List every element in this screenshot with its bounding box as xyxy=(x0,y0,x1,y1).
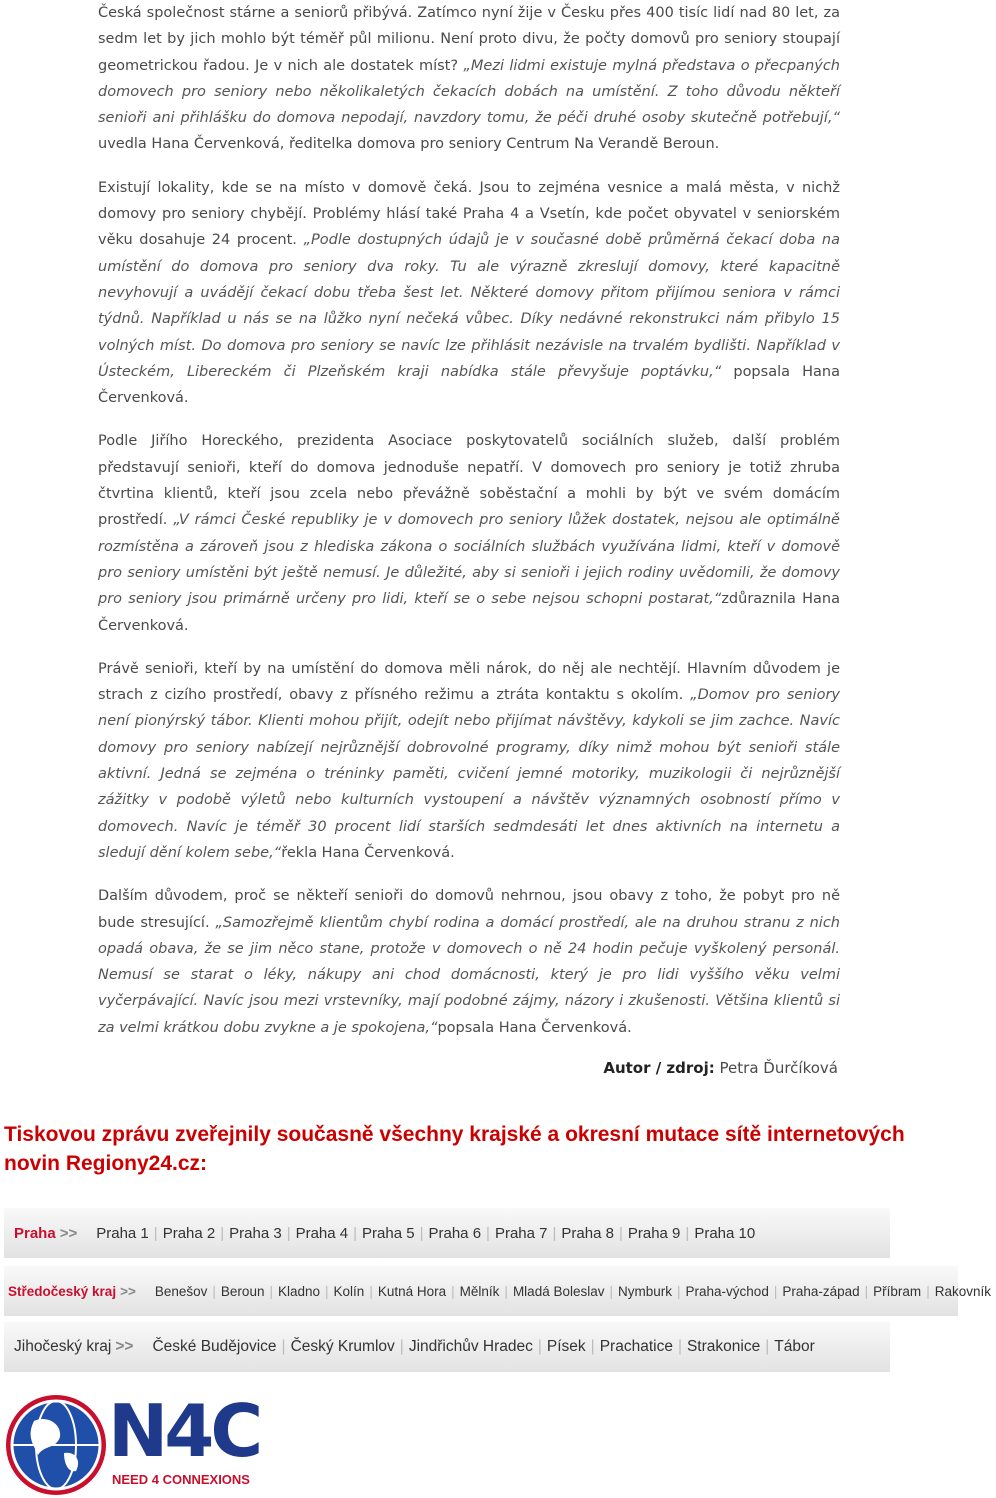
city-link[interactable]: Praha 10 xyxy=(694,1224,756,1242)
quote: „Mezi lidmi existuje mylná představa o přecpaných domovech pro seniory nebo několikaletých čekacích dobách na umístění. Z toho důvodu někteří senioři ani přihlášku do domova nepodají, navzdory tomu, že péči druhé osoby skutečně potřebují,“ xyxy=(98,57,840,127)
author-line xyxy=(603,1059,838,1077)
city-link[interactable]: Benešov xyxy=(154,1283,208,1299)
city-link[interactable]: Kladno xyxy=(277,1283,321,1299)
region-link-stredocesky[interactable]: Středočeský kraj xyxy=(8,1283,117,1299)
city-link[interactable]: Tábor xyxy=(774,1338,815,1355)
quote: „Domov pro seniory není pionýrský tábor. Klienti mohou přijít, odejít nebo přijímat návštěvy, kdykoli se jim zachce. Navíc domovy pro seniory nabízejí nejrůznější dobrovolné programy, díky nimž mohou být senioři stále aktivní. Jedná se zejména o tréninky paměti, cvičení jemné motoriky, muzikologii či nejrůznější zážitky v podobě výletů nebo kulturních vystoupení a návštěv významných osobností přímo v domovech. Navíc je téměř 30 procent lidí starších sedmdesáti let dnes aktivních na internetu a sledují dění kolem sebe,“ xyxy=(98,687,840,861)
city-link[interactable]: Prachatice xyxy=(599,1338,673,1355)
quote: „Samozřejmě klientům chybí rodina a domácí prostředí, ale na druhou stranu z nich opadá obava, že se jim něco stane, protože v domovech o ně 24 hodin pečuje vyškolený personál. Nemusí se starat o léky, nákupy ani chod domácnosti, který je pro lidi vyššího věku velmi vyčerpávající. Navíc jsou mezi vrstevníky, mají podobné zájmy, názory i zkušenosti. Většina klientů si za velmi krátkou dobu zvykne a je spokojena,“ xyxy=(98,914,840,1036)
city-link[interactable]: Kolín xyxy=(333,1283,365,1299)
paragraph-3: Podle Jiřího Horeckého, prezidenta Asociace poskytovatelů sociálních služeb, další problém představují senioři, kteří do domova jednoduše nepatří. V domovech pro seniory je totiž zhruba čtvrtina klientů, kteří jsou zcela nebo převážně soběstační a mohli by být ve svém domácím prostředí. „V rámci České republiky je v domovech pro seniory lůžek dostatek, nejsou ale optimálně rozmístěna a zároveň jsou z hlediska zákona o sociálních službách využívána lidmi, kteří v domově pro seniory umístěni být ještě nemusí. Je důležité, aby si senioři i jejich rodiny uvědomili, že domovy pro seniory jsou primárně určeny pro lidi, kteří se o sebe nejsou schopni postarat,“zdůraznila Hana Červenková. xyxy=(98,433,840,634)
city-link[interactable]: Praha 4 xyxy=(295,1224,349,1242)
author-label: Autor / zdroj: xyxy=(603,1059,715,1077)
logo-tagline: NEED 4 CONNEXIONS xyxy=(112,1472,250,1487)
headline: Tiskovou zprávu zveřejnily současně všechny krajské a okresní mutace sítě internetových novin Regiony24.cz: xyxy=(4,1123,905,1175)
arrows-icon: >> xyxy=(59,1224,78,1242)
city-link[interactable]: Praha 8 xyxy=(561,1224,614,1242)
city-link[interactable]: Praha 2 xyxy=(162,1224,216,1242)
city-link[interactable]: České Budějovice xyxy=(152,1338,277,1355)
city-link[interactable]: Praha 9 xyxy=(627,1224,681,1242)
article xyxy=(98,0,840,1058)
city-link[interactable]: Praha 5 xyxy=(362,1224,415,1242)
paragraph-4: Právě senioři, kteří by na umístění do domova měli nárok, do něj ale nechtějí. Hlavním důvodem je strach z cizího prostředí, obavy z přísného režimu a ztráta kontaktu s okolím. „Domov pro seniory není pionýrský tábor. Klienti mohou přijít, odejít nebo přijímat návštěvy, kdykoli se jim zachce. Navíc domovy pro seniory nabízejí nejrůznější dobrovolné programy, díky nimž mohou být senioři stále aktivní. Jedná se zejména o tréninky paměti, cvičení jemné motoriky, muzikologii či nejrůznější zážitky v podobě výletů nebo kulturních vystoupení a návštěv významných osobností přímo v domovech. Navíc je téměř 30 procent lidí starších sedmdesáti let dnes aktivních na internetu a sledují dění kolem sebe,“řekla Hana Červenková. xyxy=(98,660,840,861)
quote: „V rámci České republiky je v domovech pro seniory lůžek dostatek, nejsou ale optimálně rozmístěna a zároveň jsou z hlediska zákona o sociálních službách využívána lidmi, kteří v domově pro seniory umístěni být ještě nemusí. Je důležité, aby si senioři i jejich rodiny uvědomili, že domovy pro seniory jsou primárně určeny pro lidi, kteří se o sebe nejsou schopni postarat,“ xyxy=(98,512,840,608)
city-link[interactable]: Beroun xyxy=(220,1283,265,1299)
city-link[interactable]: Český Krumlov xyxy=(290,1338,395,1355)
quote: „Podle dostupných údajů je v současné době průměrná čekací doba na umístění do domova pro seniory dva roky. Tu ale výrazně zkreslují domovy, které kapacitně nevyhovují a uvádějí čekací dobu třeba šest let. Některé domovy přitom přijímou seniora v rámci týdnů. Například u nás se na lůžko nyní nečeká vůbec. Díky nedávné rekonstrukci nám přibylo 15 volných míst. Do domova pro seniory se navíc lze přihlásit nezávisle na trvalém bydlišti. Například v Ústeckém, Libereckém či Plzeňském kraji nabídka stále převyšuje poptávku,“ xyxy=(98,232,840,380)
city-link[interactable]: Praha 1 xyxy=(96,1224,149,1242)
nav-row-stredocesky: Středočeský kraj >> Benešov | Beroun | Kladno | Kolín | Kutná Hora | Mělník | Mladá Boleslav | Nymburk | Praha-východ | Praha-západ | Příbram | Rakovník xyxy=(4,1266,958,1316)
paragraph-1: Česká společnost stárne a seniorů přibývá. Zatímco nyní žije v Česku přes 400 tisíc lidí nad 80 let, za sedm let by jich mohlo být téměř půl milionu. Není proto divu, že počty domovů pro seniory stoupají geometrickou řadou. Je v nich ale dostatek míst? „Mezi lidmi existuje mylná představa o přecpaných domovech pro seniory nebo několikaletých čekacích dobách na umístění. Z toho důvodu někteří senioři ani přihlášku do domova nepodají, navzdory tomu, že péči druhé osoby skutečně potřebují,“ uvedla Hana Červenková, ředitelka domova pro seniory Centrum Na Verandě Beroun. xyxy=(98,5,840,153)
n4c-logo xyxy=(4,1389,266,1493)
city-link[interactable]: Mělník xyxy=(459,1283,500,1299)
city-link[interactable]: Kutná Hora xyxy=(377,1283,447,1299)
nav-row-praha: Praha >> Praha 1 | Praha 2 | Praha 3 | Praha 4 | Praha 5 | Praha 6 | Praha 7 | Praha 8 | Praha 9 | Praha 10 xyxy=(4,1208,890,1258)
globe-icon xyxy=(4,1393,108,1497)
city-link[interactable]: Strakonice xyxy=(686,1338,761,1355)
city-link[interactable]: Nymburk xyxy=(618,1283,673,1299)
region-link-praha[interactable]: Praha xyxy=(14,1224,56,1242)
arrows-icon: >> xyxy=(115,1338,134,1355)
paragraph-2: Existují lokality, kde se na místo v domově čeká. Jsou to zejména vesnice a malá města, v nichž domovy pro seniory chybějí. Problémy hlásí také Praha 4 a Vsetín, kde počet obyvatel v seniorském věku dosahuje 24 procent. „Podle dostupných údajů je v současné době průměrná čekací doba na umístění do domova pro seniory dva roky. Tu ale výrazně zkreslují domovy, které kapacitně nevyhovují a uvádějí čekací dobu třeba šest let. Některé domovy přitom přijímou seniora v rámci týdnů. Například u nás se na lůžko nyní nečeká vůbec. Díky nedávné rekonstrukci nám přibylo 15 volných míst. Do domova pro seniory se navíc lze přihlásit nezávisle na trvalém bydlišti. Například v Ústeckém, Libereckém či Plzeňském kraji nabídka stále převyšuje poptávku,“ popsala Hana Červenková. xyxy=(98,179,841,407)
city-link[interactable]: Praha 3 xyxy=(229,1224,282,1242)
nav-row-jihocesky: Jihočeský kraj >> České Budějovice | Český Krumlov | Jindřichův Hradec | Písek | Prachatice | Strakonice | Tábor xyxy=(4,1322,890,1372)
city-link[interactable]: Praha-východ xyxy=(685,1283,769,1299)
city-link[interactable]: Písek xyxy=(546,1338,586,1355)
city-link[interactable]: Mladá Boleslav xyxy=(512,1283,605,1299)
region-link-jihocesky[interactable]: Jihočeský kraj xyxy=(14,1338,112,1355)
author-name: Petra Ďurčíková xyxy=(719,1059,838,1077)
city-link[interactable]: Jindřichův Hradec xyxy=(408,1338,533,1355)
city-link[interactable]: Praha-západ xyxy=(782,1283,860,1299)
city-link[interactable]: Rakovník xyxy=(934,1283,991,1299)
city-link[interactable]: Příbram xyxy=(873,1283,922,1299)
city-link[interactable]: Praha 7 xyxy=(494,1224,548,1242)
paragraph-5: Dalším důvodem, proč se někteří senioři do domovů nehrnou, jsou obavy z toho, že pobyt pro ně bude stresující. „Samozřejmě klientům chybí rodina a domácí prostředí, ale na druhou stranu z nich opadá obava, že se jim něco stane, protože v domovech o ně 24 hodin pečuje vyškolený personál. Nemusí se starat o léky, nákupy ani chod domácnosti, který je pro lidi vyššího věku velmi vyčerpávající. Navíc jsou mezi vrstevníky, mají podobné zájmy, názory i zkušenosti. Většina klientů si za velmi krátkou dobu zvykne a je spokojena,“popsala Hana Červenková. xyxy=(98,888,840,1036)
city-link[interactable]: Praha 6 xyxy=(428,1224,482,1242)
arrows-icon: >> xyxy=(120,1283,136,1299)
logo-wordmark: N4C xyxy=(108,1389,260,1473)
